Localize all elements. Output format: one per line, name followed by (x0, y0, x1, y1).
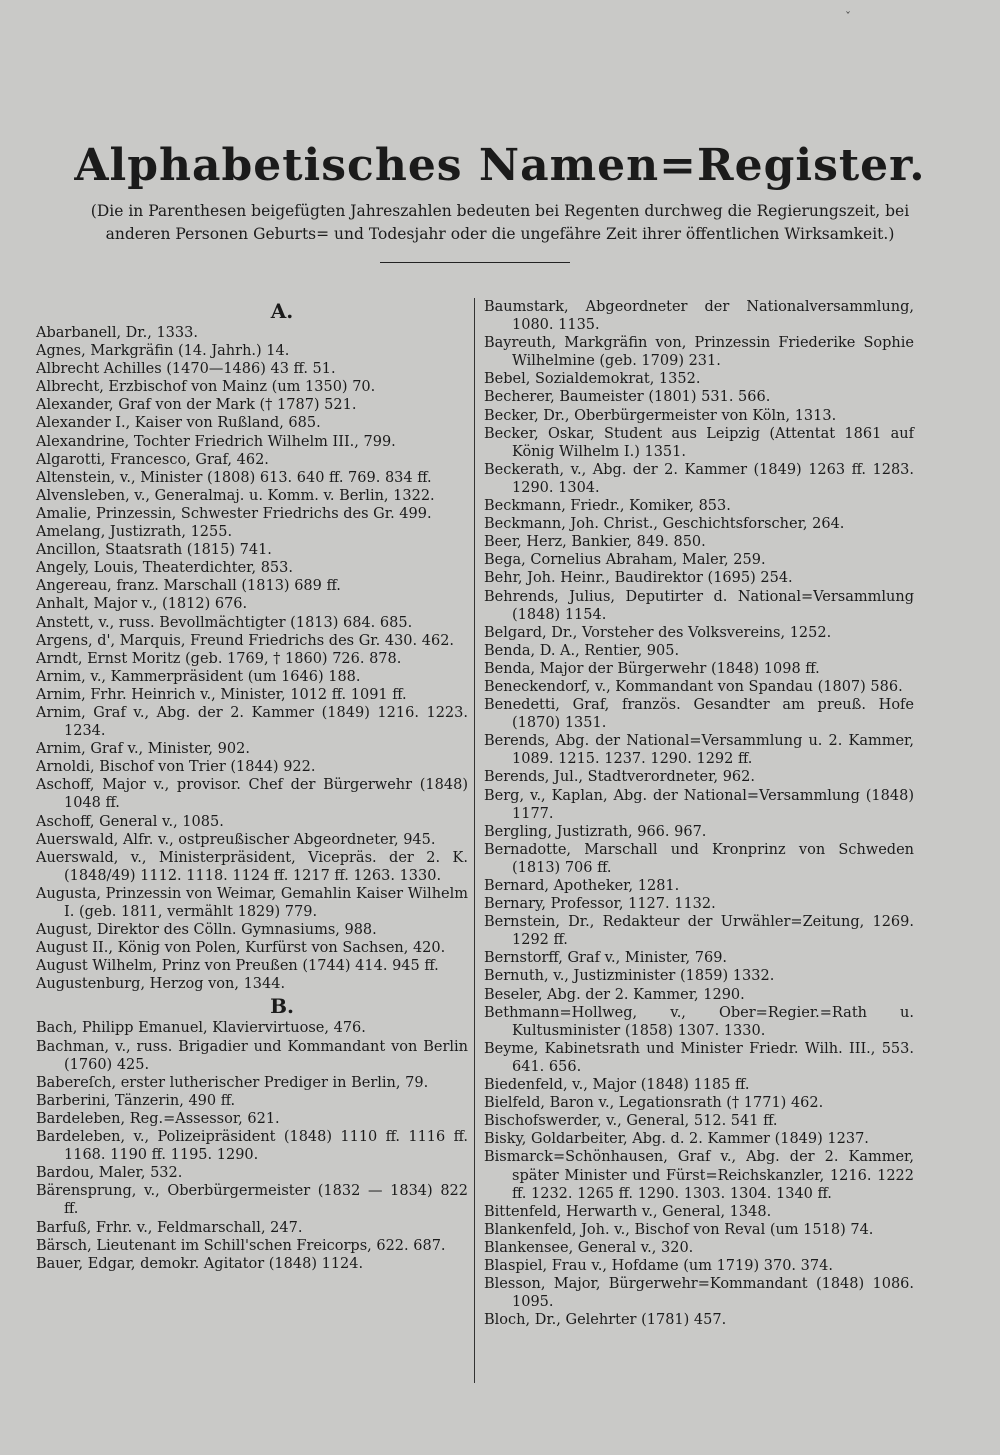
index-entry: Benda, Major der Bürgerwehr (1848) 1098 ff. (484, 660, 820, 677)
index-entry: Albrecht, Erzbischof von Mainz (um 1350) 70. (36, 379, 376, 396)
index-entry: Beckerath, v., Abg. der 2. Kammer (1849) 1263 ff. 1283. 1290. 1304. (484, 461, 914, 496)
index-entry: Belgard, Dr., Vorsteher des Volksvereins, 1252. (484, 624, 832, 641)
index-entry: Bardeleben, Reg.=Assessor, 621. (36, 1110, 280, 1127)
index-entry: Bardeleben, v., Polizeipräsident (1848) 1110 ff. 1116 ff. 1168. 1190 ff. 1195. 1290. (36, 1129, 468, 1164)
index-entry: Alexander I., Kaiser von Rußland, 685. (36, 415, 321, 432)
index-entry: Bethmann=Hollweg, v., Ober=Regier.=Rath u. Kultusminister (1858) 1307. 1330. (484, 1004, 914, 1039)
index-entry: Benda, D. A., Rentier, 905. (484, 642, 680, 659)
index-entry: Bielfeld, Baron v., Legationsrath († 1771) 462. (484, 1095, 824, 1112)
index-entry: Becker, Oskar, Student aus Leipzig (Attentat 1861 auf König Wilhelm I.) 1351. (484, 425, 914, 460)
index-entry: Bachman, v., russ. Brigadier und Kommandant von Berlin (1760) 425. (36, 1038, 468, 1073)
index-entry: Angely, Louis, Theaterdichter, 853. (36, 560, 293, 577)
index-entry: Augustenburg, Herzog von, 1344. (36, 976, 286, 993)
index-entry: Bernstorff, Graf v., Minister, 769. (484, 950, 728, 967)
index-entry: Bischofswerder, v., General, 512. 541 ff. (484, 1113, 778, 1130)
index-entry: Algarotti, Francesco, Graf, 462. (36, 451, 269, 468)
page-title: Alphabetisches Namen=Register. (74, 140, 926, 191)
index-entry: Barfuß, Frhr. v., Feldmarschall, 247. (36, 1219, 303, 1236)
index-entry: Beckmann, Joh. Christ., Geschichtsforscher, 264. (484, 516, 845, 533)
index-entry: Bardou, Maler, 532. (36, 1165, 183, 1182)
index-entry: Biedenfeld, v., Major (1848) 1185 ff. (484, 1077, 750, 1094)
index-entry: Anhalt, Major v., (1812) 676. (36, 596, 248, 613)
index-entry: Bismarck=Schönhausen, Graf v., Abg. der 2. Kammer, später Minister und Fürst=Reichskanzler, 1216. 1222 ff. 1232. 1265 ff. 1290. 1303. 1304. 1340 ff. (484, 1149, 914, 1202)
right-column (484, 298, 914, 1329)
index-entry: Beckmann, Friedr., Komiker, 853. (484, 498, 731, 515)
index-entry: Behr, Joh. Heinr., Baudirektor (1695) 254. (484, 570, 793, 587)
index-entry: Augusta, Prinzessin von Weimar, Gemahlin Kaiser Wilhelm I. (geb. 1811, vermählt 1829) 779. (36, 885, 468, 920)
index-entry: Beer, Herz, Bankier, 849. 850. (484, 534, 706, 551)
index-entry: Arnoldi, Bischof von Trier (1844) 922. (36, 759, 316, 776)
index-entry: Bernstein, Dr., Redakteur der Urwähler=Zeitung, 1269. 1292 ff. (484, 914, 914, 949)
page-corner-mark: ˇ (845, 10, 851, 24)
index-entry: Beyme, Kabinetsrath und Minister Friedr. Wilh. III., 553. 641. 656. (484, 1040, 914, 1075)
index-entry: Ancillon, Staatsrath (1815) 741. (36, 542, 272, 559)
index-entry: Anstett, v., russ. Bevollmächtigter (1813) 684. 685. (36, 614, 413, 631)
index-entry: Blankenfeld, Joh. v., Bischof von Reval (um 1518) 74. (484, 1221, 874, 1238)
index-entry: Berends, Abg. der National=Versammlung u. 2. Kammer, 1089. 1215. 1237. 1290. 1292 ff. (484, 733, 914, 768)
index-entry: Bisky, Goldarbeiter, Abg. d. 2. Kammer (1849) 1237. (484, 1131, 869, 1148)
index-entry: Bernary, Professor, 1127. 1132. (484, 896, 716, 913)
index-entry: Angereau, franz. Marschall (1813) 689 ff. (36, 578, 341, 595)
index-entry: Altenstein, v., Minister (1808) 613. 640 ff. 769. 834 ff. (36, 469, 432, 486)
index-entry: Benedetti, Graf, französ. Gesandter am preuß. Hofe (1870) 1351. (484, 697, 914, 732)
page-subtitle: (Die in Parenthesen beigefügten Jahreszahlen bedeuten bei Regenten durchweg die Regierungszeit, bei anderen Personen Geburts= und Todesjahr oder die ungefähre Zeit ihrer öffentlichen Wirksamkeit.) (90, 202, 910, 243)
index-entry: Alexandrine, Tochter Friedrich Wilhelm III., 799. (36, 433, 396, 450)
index-entry: Albrecht Achilles (1470—1486) 43 ff. 51. (36, 361, 336, 378)
index-entry: Becherer, Baumeister (1801) 531. 566. (484, 389, 771, 406)
title-divider (380, 262, 570, 263)
right-column-entries (484, 298, 914, 1329)
section-heading-b: B. (270, 994, 294, 1019)
index-entry: Bärensprung, v., Oberbürgermeister (1832 — 1834) 822 ff. (36, 1183, 468, 1218)
index-entry: Aschoff, General v., 1085. (36, 813, 224, 830)
index-entry: Arnim, v., Kammerpräsident (um 1646) 188. (36, 668, 361, 685)
section-b-entries (36, 1019, 468, 1272)
index-entry: August Wilhelm, Prinz von Preußen (1744) 414. 945 ff. (36, 958, 439, 975)
index-entry: Abarbanell, Dr., 1333. (36, 325, 198, 341)
index-entry: Bauer, Edgar, demokr. Agitator (1848) 1124. (36, 1255, 364, 1272)
column-divider (474, 298, 475, 1383)
index-entry: Bloch, Dr., Gelehrter (1781) 457. (484, 1312, 727, 1329)
index-entry: Amalie, Prinzessin, Schwester Friedrichs des Gr. 499. (36, 505, 432, 522)
index-entry: Alexander, Graf von der Mark († 1787) 521. (36, 397, 357, 414)
index-entry: Agnes, Markgräfin (14. Jahrh.) 14. (36, 343, 290, 360)
index-entry: Blesson, Major, Bürgerwehr=Kommandant (1848) 1086. 1095. (484, 1276, 914, 1311)
index-entry: Auerswald, v., Ministerpräsident, Vicepräs. der 2. K. (1848/49) 1112. 1118. 1124 ff. 1217 ff. 1263. 1330. (36, 849, 468, 884)
index-entry: Arnim, Graf v., Abg. der 2. Kammer (1849) 1216. 1223. 1234. (36, 704, 468, 740)
index-entry: Alvensleben, v., Generalmaj. u. Komm. v. Berlin, 1322. (36, 487, 435, 504)
index-entry: Bach, Philipp Emanuel, Klaviervirtuose, 476. (36, 1020, 366, 1037)
index-entry: Bernard, Apotheker, 1281. (484, 878, 680, 894)
index-entry: Becker, Dr., Oberbürgermeister von Köln, 1313. (484, 407, 837, 424)
index-entry: Bergling, Justizrath, 966. 967. (484, 823, 707, 840)
section-heading-a: A. (270, 299, 294, 323)
index-entry: Amelang, Justizrath, 1255. (36, 524, 233, 541)
index-entry: Behrends, Julius, Deputirter d. National=Versammlung (1848) 1154. (484, 588, 914, 623)
index-entry: Bayreuth, Markgräfin von, Prinzessin Friederike Sophie Wilhelmine (geb. 1709) 231. (484, 335, 914, 370)
index-entry: Auerswald, Alfr. v., ostpreußischer Abgeordneter, 945. (36, 831, 436, 848)
index-entry: Bernadotte, Marschall und Kronprinz von Schweden (1813) 706 ff. (484, 841, 914, 876)
index-entry: Argens, d', Marquis, Freund Friedrichs des Gr. 430. 462. (36, 632, 455, 649)
index-entry: Blaspiel, Frau v., Hofdame (um 1719) 370. 374. (484, 1257, 833, 1274)
index-entry: August, Direktor des Cölln. Gymnasiums, 988. (36, 922, 377, 939)
index-entry: Berg, v., Kaplan, Abg. der National=Versammlung (1848) 1177. (484, 787, 914, 822)
index-entry: Arnim, Frhr. Heinrich v., Minister, 1012 ff. 1091 ff. (36, 686, 407, 703)
left-column (36, 298, 468, 1273)
index-entry: Aschoff, Major v., provisor. Chef der Bürgerwehr (1848) 1048 ff. (36, 777, 468, 812)
index-entry: Bega, Cornelius Abraham, Maler, 259. (484, 552, 766, 569)
index-entry: Baumstark, Abgeordneter der Nationalversammlung, 1080. 1135. (484, 299, 914, 334)
index-entry: Barberini, Tänzerin, 490 ff. (36, 1092, 236, 1109)
index-entry: Berends, Jul., Stadtverordneter, 962. (484, 769, 755, 786)
index-entry: Bärsch, Lieutenant im Schill'schen Freicorps, 622. 687. (36, 1237, 446, 1254)
index-entry: Bebel, Sozialdemokrat, 1352. (484, 371, 701, 388)
index-entry: Beneckendorf, v., Kommandant von Spandau (1807) 586. (484, 678, 903, 695)
index-entry: Arndt, Ernst Moritz (geb. 1769, † 1860) 726. 878. (36, 650, 402, 667)
index-entry: August II., König von Polen, Kurfürst von Sachsen, 420. (36, 940, 446, 957)
index-entry: Beseler, Abg. der 2. Kammer, 1290. (484, 986, 745, 1003)
index-entry: Bittenfeld, Herwarth v., General, 1348. (484, 1203, 772, 1220)
section-a-entries (36, 324, 468, 993)
index-entry: Arnim, Graf v., Minister, 902. (36, 741, 250, 758)
index-entry: Blankensee, General v., 320. (484, 1239, 694, 1256)
index-entry: Bernuth, v., Justizminister (1859) 1332. (484, 968, 775, 985)
index-entry: Babereſch, erster lutherischer Prediger in Berlin, 79. (36, 1074, 429, 1091)
